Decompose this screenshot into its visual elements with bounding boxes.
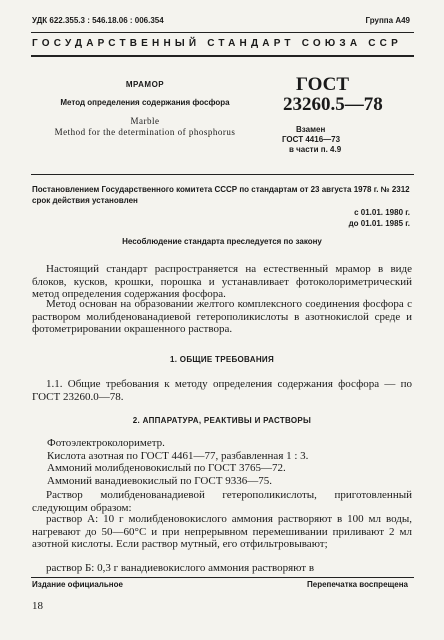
date-to: до 01.01. 1985 г. [348,219,410,228]
list-item: Кислота азотная по ГОСТ 4461—77, разбавленная 1 : 3. [47,450,309,462]
page-number: 18 [32,600,43,612]
subtitle-en: Method for the determination of phosphorus [54,127,236,137]
solution-b-paragraph: раствор Б: 0,3 г ванадиевокислого аммония растворяют в [46,562,315,574]
date-from: с 01.01. 1980 г. [354,208,410,217]
validity-dates [349,207,410,229]
replace-label: Взамен [296,125,326,134]
top-rule [31,32,414,33]
list-item: Аммоний ванадиевокислый по ГОСТ 9336—75. [47,475,272,487]
replace-part: в части п. 4.9 [289,145,342,154]
solution-paragraph: Раствор молибденованадиевой гетерополикислоты, приготовленный следующим образом: [32,489,412,514]
resolution-rule [31,174,414,175]
group-code: Группа А49 [365,16,410,25]
list-item: Фотоэлектроколориметр. [47,437,165,449]
standard-title: ГОСУДАРСТВЕННЫЙ СТАНДАРТ СОЮЗА ССР [32,38,402,49]
gost-label: ГОСТ [296,74,350,95]
subtitle-ru: Метод определения содержания фосфора [60,98,230,107]
udk-code: УДК 622.355.3 : 546.18.06 : 006.354 [32,16,164,25]
footer-rule [31,577,414,578]
resolution-text: Постановлением Государственного комитета СССР по стандартам от 23 августа 1978 г. № 2312 срок действия установлен [32,185,410,205]
title-rule [31,55,414,57]
list-item: Аммоний молибденовокислый по ГОСТ 3765—72. [47,462,286,474]
edition-label: Издание официальное [32,580,123,589]
title-en: Marble [130,116,160,126]
reprint-notice: Перепечатка воспрещена [307,580,408,589]
section-2-title: 2. АППАРАТУРА, РЕАКТИВЫ И РАСТВОРЫ [132,416,312,425]
title-ru: МРАМОР [125,80,165,89]
section-1-title: 1. ОБЩИЕ ТРЕБОВАНИЯ [170,355,274,364]
section-1-paragraph: 1.1. Общие требования к методу определения содержания фосфора — по ГОСТ 23260.0—78. [32,378,412,403]
gost-number: 23260.5—78 [283,94,383,115]
solution-a-paragraph: раствор А: 10 г молибденовокислого аммония растворяют в 100 мл воды, нагревают до 50—60°С и при непрерывном перемешивании приливают 2 мл азотной кислоты. Если раствор мутный, его отфильтровывают; [32,513,412,550]
intro-paragraph-1: Настоящий стандарт распространяется на естественный мрамор в виде блоков, кусков, крошки, порошка и устанавливает фотоколориметрический метод определения содержания фосфора. [32,263,412,300]
violation-notice: Несоблюдение стандарта преследуется по закону [122,237,322,246]
intro-paragraph-2: Метод основан на образовании желтого комплексного соединения фосфора с раствором молибденованадиевой гетерополикислоты в азотнокислой среде и фотометрировании окрашенного раствора. [32,298,412,335]
replace-value: ГОСТ 4416—73 [282,135,341,144]
